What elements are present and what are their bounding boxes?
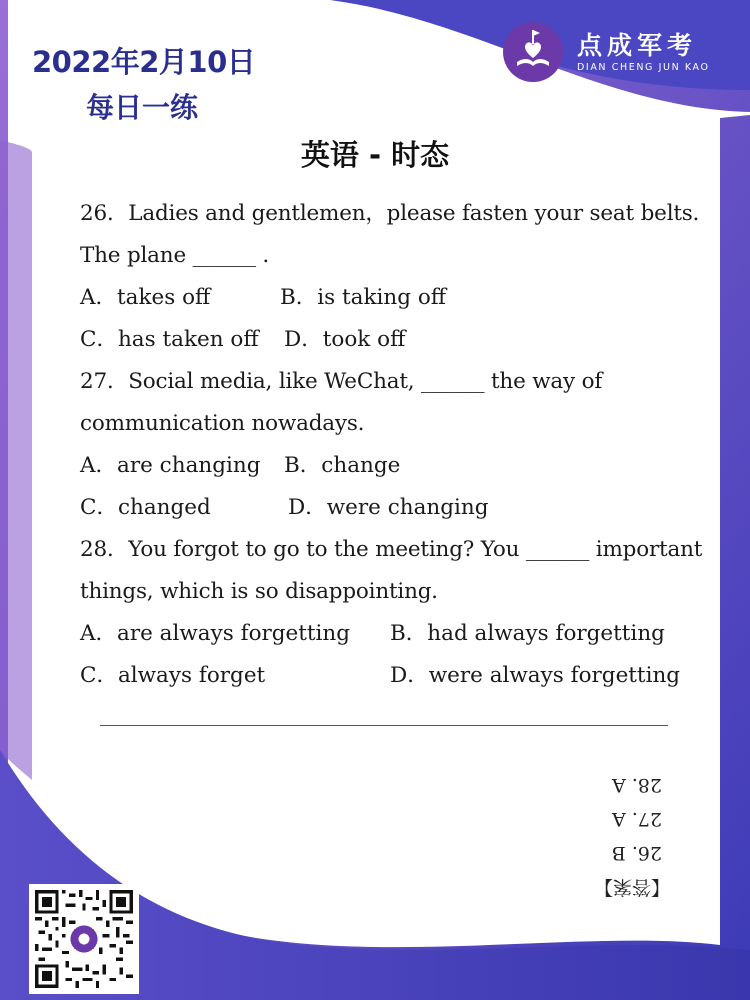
answer-28: 28. A [612,774,662,796]
question-27-option-d: D．were changing [288,495,489,520]
question-27-stem-line-2: communication nowadays． [80,411,380,436]
qr-code-icon [35,890,133,988]
date-heading: 2022年2月10日 [32,45,256,79]
daily-practice-label: 每日一练 [86,91,199,124]
question-27-option-b: B．change [284,453,401,478]
brand-logo [503,22,733,82]
question-28-stem-line-1: 28．You forgot to go to the meeting? You ______ important [80,537,703,562]
question-28-option-d: D．were always forgetting [390,663,681,688]
answer-divider [100,725,668,726]
answer-26: 26. B [611,842,662,864]
question-26-option-c: C．has taken off [80,327,259,352]
question-28-option-a: A．are always forgetting [80,621,351,646]
page-title: 英语 - 时态 [300,138,450,172]
qr-code[interactable] [29,884,139,994]
question-27-option-c: C．changed [80,495,211,520]
question-27-stem-line-1: 27．Social media, like WeChat, ______ the way of [80,369,603,394]
question-26-option-d: D．took off [284,327,406,352]
question-28-option-b: B．had always forgetting [390,621,665,646]
answer-key-heading: 【答案】 [593,876,670,898]
question-28-option-c: C．always forget [80,663,266,688]
logo-english-name: DIAN CHENG JUN KAO [577,62,710,73]
logo-icon [503,22,563,82]
question-26-option-b: B．is taking off [280,285,447,310]
question-26-stem-line-2: The plane ______ ． [80,243,284,268]
question-26-option-a: A．takes off [80,285,211,310]
upside-down-answer-key [580,752,670,902]
question-27-option-a: A．are changing [80,453,261,478]
question-26-stem-line-1: 26．Ladies and gentlemen，please fasten your seat belts． [80,201,714,226]
logo-chinese-name: 点成军考 [577,31,698,60]
question-28-stem-line-2: things, which is so disappointing． [80,579,453,604]
answer-27: 27. A [612,808,662,830]
